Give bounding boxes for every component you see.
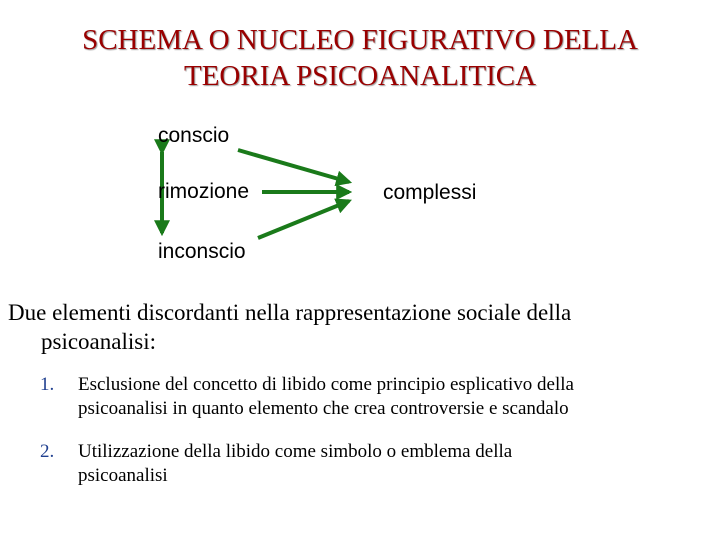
- title-line-2: TEORIA PSICOANALITICA: [183, 60, 537, 92]
- list-item: [40, 440, 712, 488]
- list-item: [40, 373, 712, 421]
- term-rimozione: rimozione: [158, 180, 250, 203]
- list-item-line-2: psicoanalisi in quanto elemento che crea controversie e scandalo: [78, 398, 569, 419]
- title-line-1: SCHEMA O NUCLEO FIGURATIVO DELLA: [82, 24, 638, 56]
- conscio-complessi-arrow: [238, 150, 349, 182]
- term-inconscio: inconscio: [158, 240, 246, 263]
- intro-paragraph: [8, 298, 708, 356]
- inconscio-complessi-arrow: [258, 201, 349, 238]
- list-item-line-2: psicoanalisi: [78, 465, 168, 486]
- list-item-line-1: Utilizzazione della libido come simbolo o emblema della: [78, 441, 513, 462]
- term-conscio: conscio: [158, 124, 230, 147]
- paragraph-line-2: psicoanalisi:: [41, 329, 156, 354]
- list-item-line-1: Esclusione del concetto di libido come principio esplicativo della: [78, 374, 574, 395]
- list-number: 1.: [40, 374, 55, 395]
- list-number: 2.: [40, 441, 55, 462]
- term-complessi: complessi: [383, 181, 477, 204]
- paragraph-line-1: Due elementi discordanti nella rappresentazione sociale della: [8, 300, 572, 325]
